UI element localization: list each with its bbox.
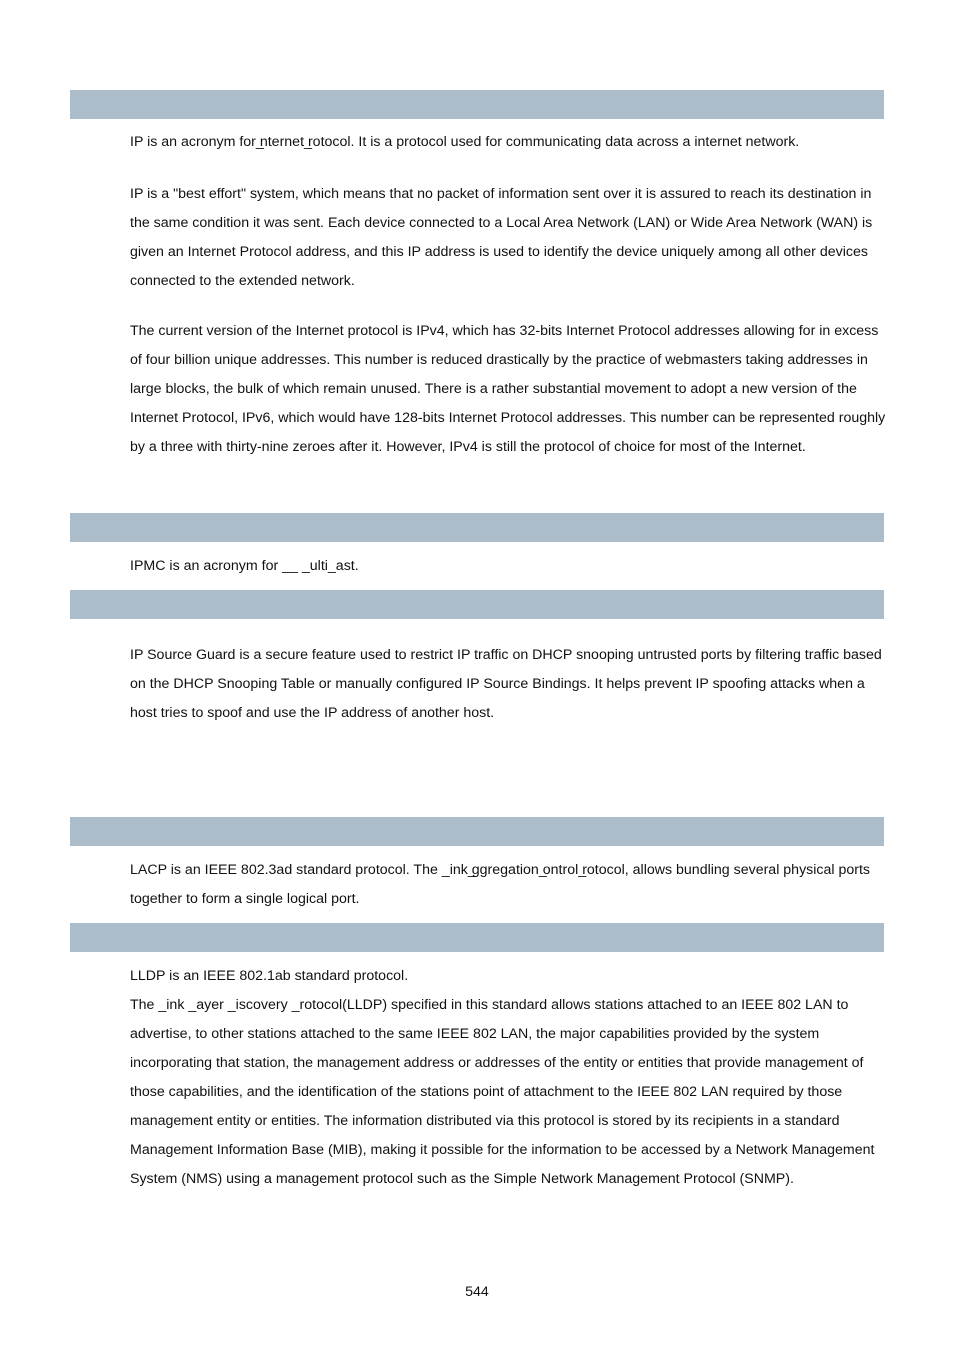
section-heading-bar-ip-source-guard (70, 590, 884, 619)
paragraph-lldp-definition: The _ink _ayer _iscovery _rotocol(LLDP) specified in this standard allows stations attached to an IEEE 802 LAN to advertise, to other stations attached to the same IEEE 802 LAN, the major capabilities provided by the system incorporating that station, the management address or addresses of the entity or entities that provide management of those capabilities, and the identification of the stations point of attachment to the IEEE 802 LAN required by those management entity or entities. The information distributed via this protocol is stored by its recipients in a standard Management Information Base (MIB), making it possible for the information to be accessed by a Network Management System (NMS) using a management protocol such as the Simple Network Management Protocol (SNMP). (130, 997, 875, 1187)
paragraph-ip-source-guard: IP Source Guard is a secure feature used to restrict IP traffic on DHCP snooping untrusted ports by filtering traffic based on the DHCP Snooping Table or manually configured IP Source Bindings. It helps prevent IP spoofing attacks when a host tries to spoof and use the IP address of another host. (130, 647, 882, 721)
section-heading-bar-ipmc (70, 513, 884, 542)
paragraph-ip-best-effort: IP is a "best effort" system, which means that no packet of information sent over it is assured to reach its destination in the same condition it was sent. Each device connected to a Local Area Network (LAN) or Wide Area Network (WAN) is given an Internet Protocol address, and this IP address is used to identify the device uniquely among all other devices connected to the extended network. (130, 186, 873, 289)
paragraph-lldp-intro: LLDP is an IEEE 802.1ab standard protocol. (130, 968, 409, 984)
page-number: 544 (465, 1284, 489, 1300)
section-heading-bar-ip (70, 90, 884, 119)
section-heading-bar-lldp (70, 923, 884, 952)
paragraph-ipmc-definition: IPMC is an acronym for __ _ulti_ast. (130, 558, 359, 574)
paragraph-ip-definition: IP is an acronym for ̲nternet ̲rotocol. It is a protocol used for communicating data across a internet network. (130, 134, 800, 150)
paragraph-ip-versions: The current version of the Internet protocol is IPv4, which has 32-bits Internet Protocol addresses allowing for in excess of four billion unique addresses. This number is reduced drastically by the practice of webmasters taking addresses in large blocks, the bulk of which remain unused. There is a rather substantial movement to adopt a new version of the Internet Protocol, IPv6, which would have 128-bits Internet Protocol addresses. This number can be represented roughly by a three with thirty-nine zeroes after it. However, IPv4 is still the protocol of choice for most of the Internet. (130, 323, 886, 455)
paragraph-lacp-definition: LACP is an IEEE 802.3ad standard protocol. The _ink ̲ggregation ̲ontrol ̲rotocol, allows bundling several physical ports together to form a single logical port. (130, 862, 871, 907)
section-heading-bar-lacp (70, 817, 884, 846)
